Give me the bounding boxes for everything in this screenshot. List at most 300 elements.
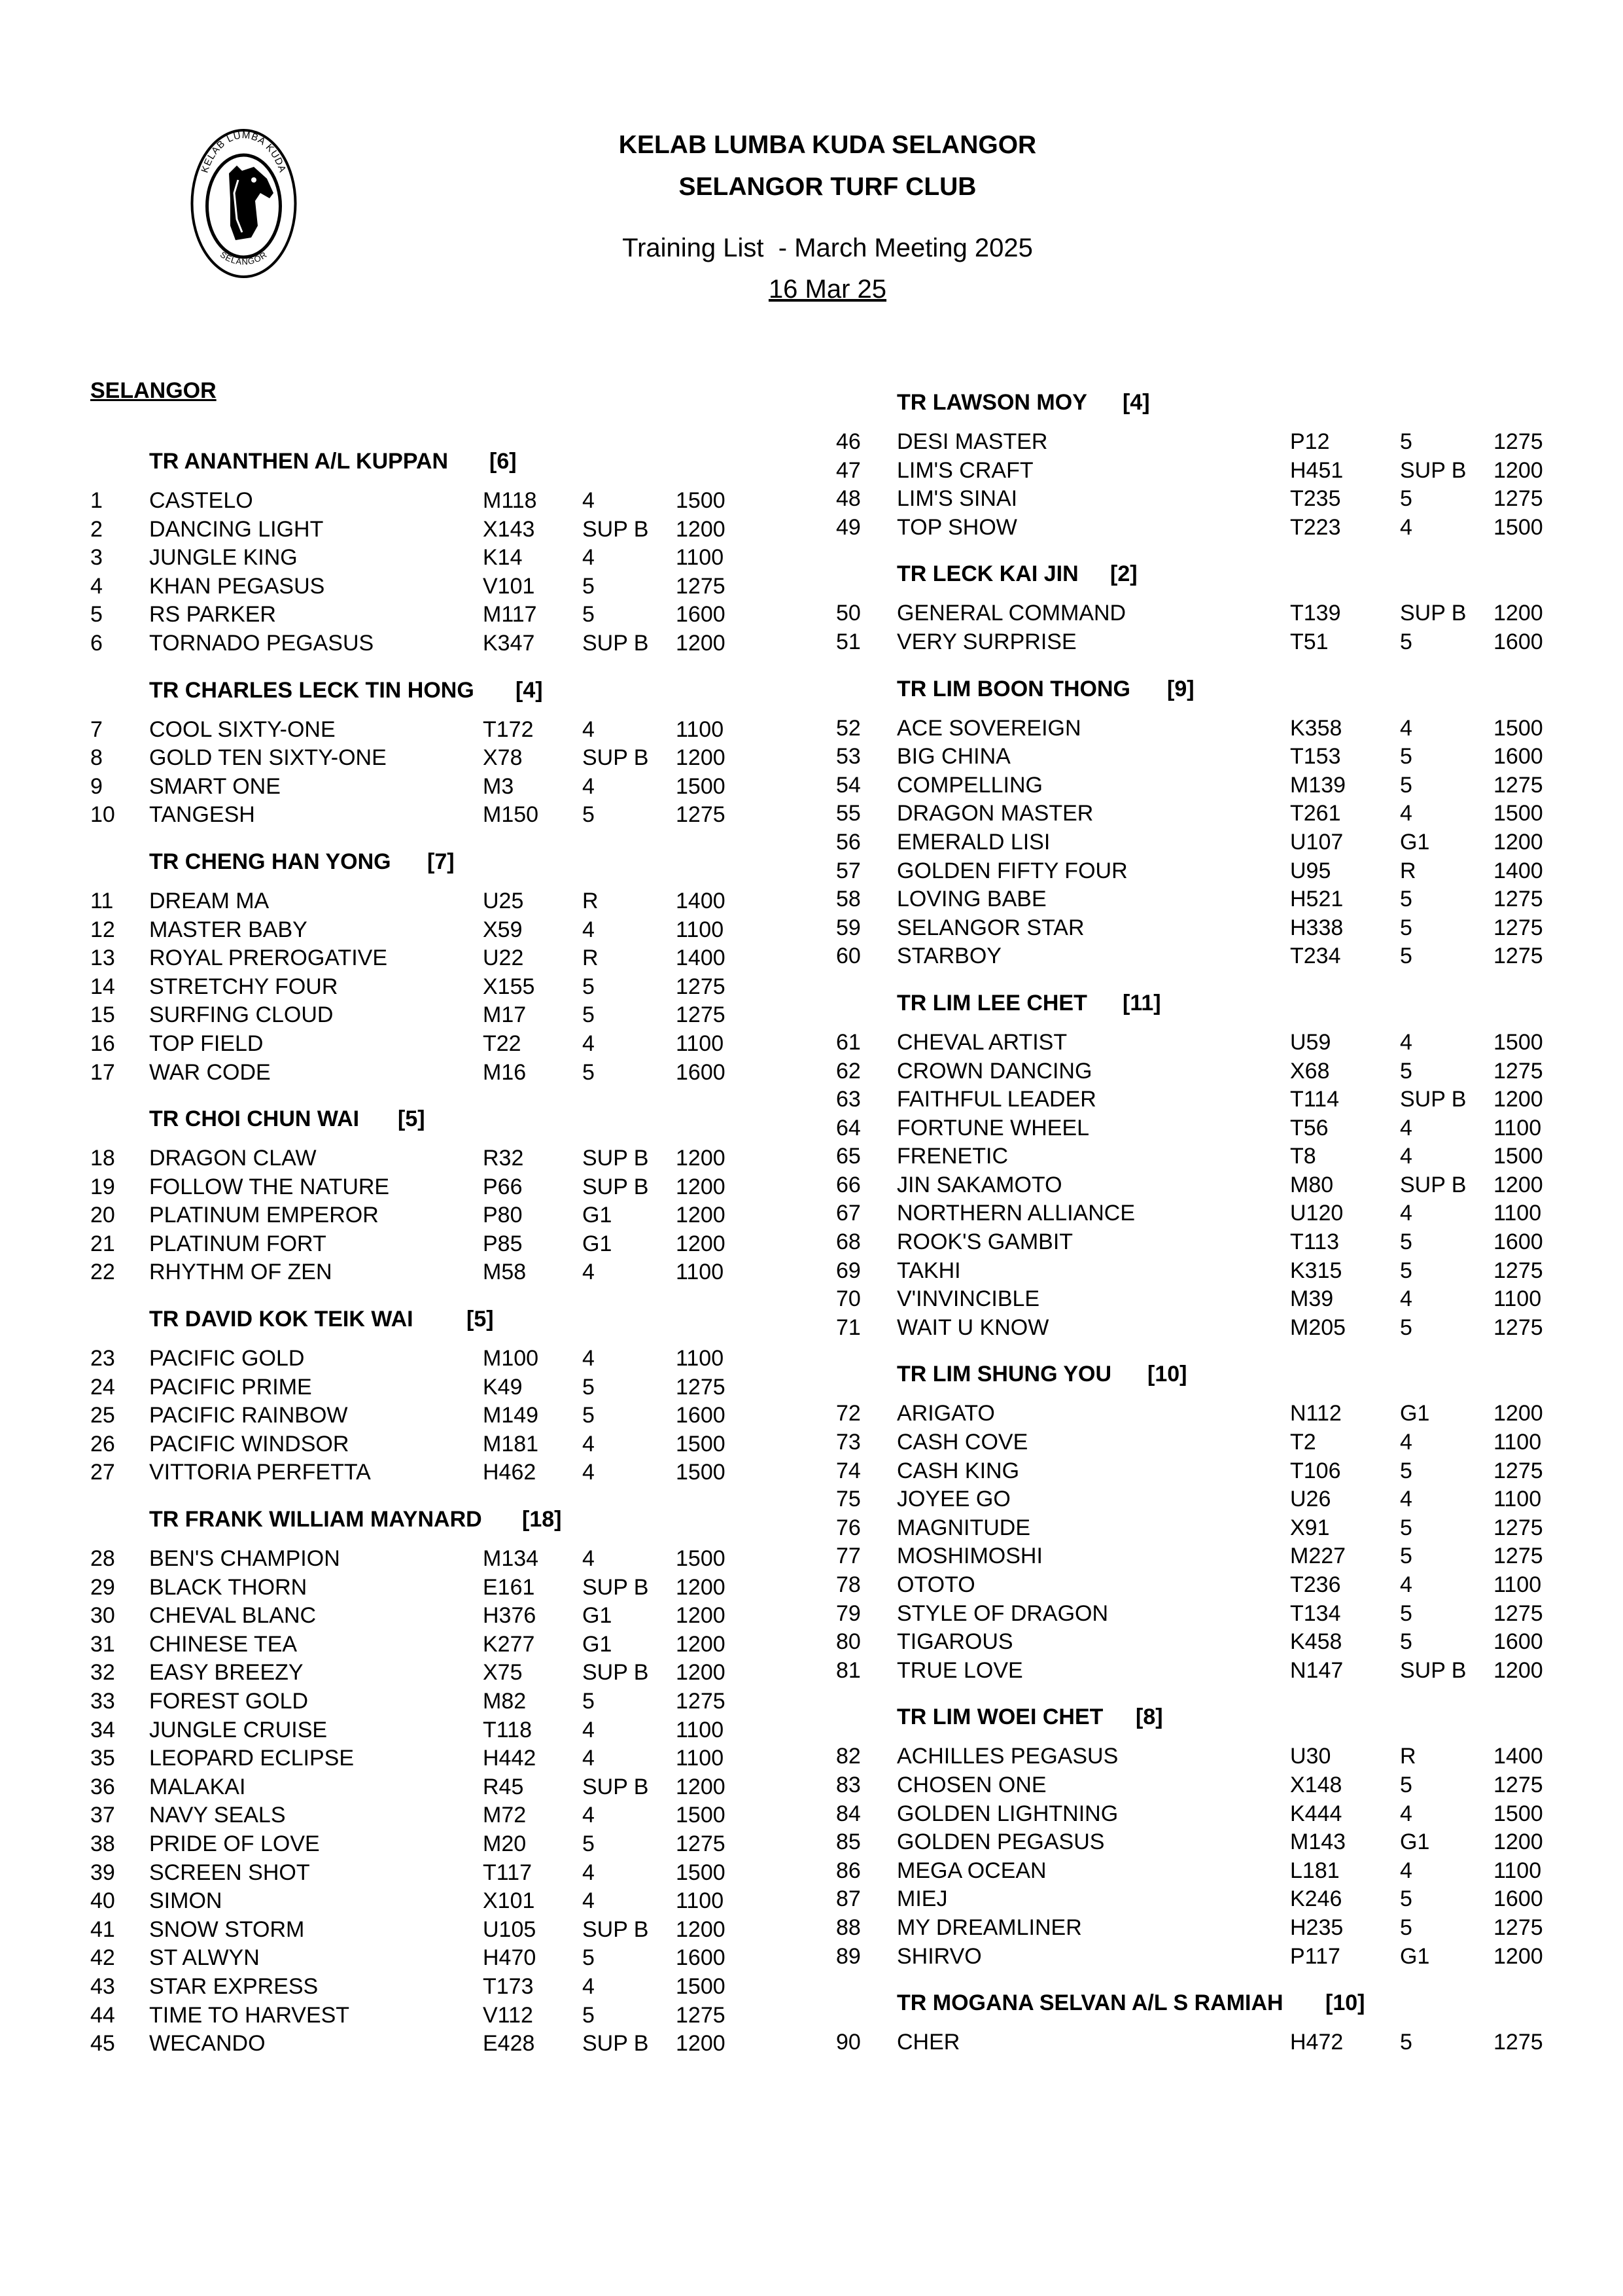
horse-class: 4: [1400, 1029, 1412, 1055]
horse-name: TANGESH: [149, 802, 255, 828]
horse-row: [0, 744, 1623, 773]
horse-name: ACHILLES PEGASUS: [897, 1744, 1119, 1769]
horse-distance: 1500: [1493, 801, 1543, 826]
horse-distance: 1500: [676, 1973, 725, 1999]
horse-code: T236: [1290, 1572, 1341, 1597]
horse-row: [0, 1629, 1623, 1658]
horse-class: 4: [1400, 1487, 1412, 1512]
horse-distance: 1200: [676, 1574, 725, 1600]
horse-distance: 1275: [1493, 887, 1543, 912]
horse-number: 52: [836, 715, 861, 741]
horse-number: 18: [90, 1146, 115, 1171]
horse-row: [0, 1858, 1623, 1887]
horse-number: 90: [836, 2030, 861, 2055]
horse-name: TOP FIELD: [149, 1031, 264, 1056]
horse-number: 77: [836, 1544, 861, 1569]
horse-class: 4: [582, 773, 595, 799]
horse-name: WAR CODE: [149, 1059, 271, 1085]
horse-distance: 1200: [676, 1203, 725, 1228]
horse-code: X78: [483, 745, 523, 771]
horse-name: ACE SOVEREIGN: [897, 715, 1081, 741]
horse-code: K277: [483, 1631, 535, 1657]
horse-distance: 1500: [676, 1860, 725, 1885]
trainer-heading: [0, 987, 1623, 1030]
horse-number: 73: [836, 1430, 861, 1455]
horse-class: 4: [582, 1860, 595, 1885]
horse-class: 5: [1400, 1629, 1412, 1655]
horse-class: 4: [1400, 1801, 1412, 1826]
horse-class: SUP B: [582, 1174, 649, 1199]
horse-code: M139: [1290, 772, 1346, 798]
horse-row: [0, 1030, 1623, 1059]
horse-name: V'INVINCIBLE: [897, 1286, 1040, 1312]
trainer-name: TR CHENG HAN YONG: [149, 849, 391, 874]
horse-number: 6: [90, 630, 103, 656]
horse-name: PLATINUM FORT: [149, 1231, 326, 1256]
horse-number: 58: [836, 887, 861, 912]
horse-distance: 1275: [1493, 1458, 1543, 1483]
horse-code: P80: [483, 1203, 523, 1228]
horse-row: [0, 429, 1623, 458]
horse-code: K49: [483, 1374, 523, 1400]
horse-code: L181: [1290, 1858, 1340, 1883]
horse-number: 5: [90, 602, 103, 627]
horse-code: P85: [483, 1231, 523, 1256]
horse-distance: 1200: [676, 1916, 725, 1942]
horse-class: SUP B: [582, 745, 649, 771]
horse-code: M20: [483, 1831, 527, 1856]
horse-distance: 1200: [676, 1774, 725, 1799]
horse-number: 38: [90, 1831, 115, 1856]
horse-row: [0, 629, 1623, 658]
horse-distance: 1100: [1493, 1201, 1542, 1226]
horse-distance: 1200: [1493, 829, 1543, 855]
horse-name: ROYAL PREROGATIVE: [149, 945, 388, 971]
horse-distance: 1200: [1493, 1657, 1543, 1683]
horse-row: [0, 1286, 1623, 1315]
horse-name: DREAM MA: [149, 888, 270, 913]
trainer-horse-count: [9]: [1167, 676, 1195, 701]
horse-class: 5: [1400, 887, 1412, 912]
horse-code: M16: [483, 1059, 527, 1085]
horse-class: 5: [1400, 1600, 1412, 1626]
horse-number: 14: [90, 974, 115, 999]
right-column: [0, 386, 1623, 2058]
horse-name: VITTORIA PERFETTA: [149, 1460, 371, 1485]
horse-code: M227: [1290, 1544, 1346, 1569]
horse-number: 84: [836, 1801, 861, 1826]
horse-row: [0, 1515, 1623, 1544]
horse-name: SCREEN SHOT: [149, 1860, 310, 1885]
horse-distance: 1100: [676, 1346, 724, 1371]
horse-row: [0, 1430, 1623, 1458]
horse-class: 5: [1400, 429, 1412, 454]
horse-number: 13: [90, 945, 115, 971]
horse-distance: 1500: [676, 1803, 725, 1828]
trainer-name: TR MOGANA SELVAN A/L S RAMIAH: [897, 1990, 1283, 2016]
horse-class: 5: [582, 2002, 595, 2028]
horse-code: T117: [483, 1860, 532, 1885]
horse-row: [0, 1744, 1623, 1773]
horse-number: 40: [90, 1888, 115, 1914]
horse-number: 46: [836, 429, 861, 454]
horse-code: N112: [1290, 1401, 1342, 1426]
horse-distance: 1100: [676, 917, 724, 942]
horse-distance: 1275: [1493, 944, 1543, 969]
horse-class: R: [1400, 1744, 1416, 1769]
horse-name: COMPELLING: [897, 772, 1043, 798]
horse-class: 5: [582, 1831, 595, 1856]
horse-name: STAR EXPRESS: [149, 1973, 319, 1999]
horse-number: 8: [90, 745, 103, 771]
horse-distance: 1200: [1493, 1172, 1543, 1197]
section-gap: [0, 543, 1623, 557]
horse-code: T51: [1290, 629, 1329, 654]
horse-distance: 1600: [676, 1945, 725, 1971]
horse-row: [0, 515, 1623, 544]
horse-distance: 1100: [676, 1717, 724, 1742]
horse-distance: 1200: [676, 1146, 725, 1171]
horse-code: H235: [1290, 1915, 1344, 1940]
horse-row: [0, 1915, 1623, 1944]
horse-row: [0, 458, 1623, 487]
horse-row: [0, 1658, 1623, 1687]
horse-number: 76: [836, 1515, 861, 1540]
horse-name: LOVING BABE: [897, 887, 1047, 912]
horse-code: U120: [1290, 1201, 1344, 1226]
horse-code: M72: [483, 1803, 527, 1828]
horse-class: 5: [582, 974, 595, 999]
horse-code: T114: [1290, 1087, 1339, 1112]
section-gap: [0, 1972, 1623, 1987]
trainer-horse-count: [4]: [515, 677, 543, 703]
horse-row: [0, 1544, 1623, 1572]
horse-name: DANCING LIGHT: [149, 516, 324, 542]
horse-row: [0, 801, 1623, 830]
horse-number: 42: [90, 1945, 115, 1971]
horse-distance: 1100: [1493, 1858, 1542, 1883]
horse-code: M181: [483, 1431, 539, 1457]
horse-class: 5: [1400, 2030, 1412, 2055]
horse-number: 30: [90, 1603, 115, 1629]
horse-number: 63: [836, 1087, 861, 1112]
horse-distance: 1500: [676, 1460, 725, 1485]
horse-distance: 1275: [1493, 1600, 1543, 1626]
horse-name: ST ALWYN: [149, 1945, 260, 1971]
horse-distance: 1275: [676, 1831, 725, 1856]
horse-name: KHAN PEGASUS: [149, 573, 325, 599]
trainer-name: TR CHARLES LECK TIN HONG: [149, 677, 474, 703]
horse-name: WECANDO: [149, 2031, 266, 2057]
horse-number: 75: [836, 1487, 861, 1512]
horse-name: VERY SURPRISE: [897, 629, 1077, 654]
horse-row: [0, 858, 1623, 887]
horse-row: [0, 1116, 1623, 1144]
horse-name: GENERAL COMMAND: [897, 601, 1126, 626]
horse-code: T153: [1290, 744, 1341, 769]
horse-number: 39: [90, 1860, 115, 1885]
trainer-horse-count: [7]: [427, 849, 455, 874]
horse-number: 33: [90, 1689, 115, 1714]
club-name-english: SELANGOR TURF CLUB: [678, 173, 977, 201]
document-date-wrapper: [576, 275, 1079, 304]
horse-class: 5: [1400, 1515, 1412, 1540]
horse-code: M149: [483, 1403, 539, 1428]
trainer-heading: [0, 1358, 1623, 1401]
horse-class: 4: [582, 1546, 595, 1572]
horse-name: FAITHFUL LEADER: [897, 1087, 1096, 1112]
horse-number: 50: [836, 601, 861, 626]
horse-code: V101: [483, 573, 535, 599]
horse-number: 62: [836, 1058, 861, 1084]
horse-name: CASTELO: [149, 488, 253, 513]
horse-distance: 1100: [676, 1746, 724, 1771]
horse-code: U25: [483, 888, 524, 913]
horse-row: [0, 887, 1623, 915]
section-gap: [0, 972, 1623, 987]
horse-distance: 1275: [1493, 1258, 1543, 1283]
horse-code: U107: [1290, 829, 1344, 855]
horse-row: [0, 915, 1623, 944]
horse-name: JIN SAKAMOTO: [897, 1172, 1062, 1197]
horse-class: R: [1400, 858, 1416, 883]
horse-distance: 1100: [676, 716, 724, 742]
document-title: Training List - March Meeting 2025: [622, 234, 1033, 262]
horse-class: SUP B: [1400, 601, 1467, 626]
horse-name: STYLE OF DRAGON: [897, 1600, 1109, 1626]
horse-code: U105: [483, 1916, 536, 1942]
horse-number: 1: [90, 488, 103, 513]
horse-distance: 1200: [676, 630, 725, 656]
horse-class: 5: [1400, 915, 1412, 940]
horse-code: M82: [483, 1689, 527, 1714]
horse-number: 57: [836, 858, 861, 883]
horse-number: 72: [836, 1401, 861, 1426]
horse-name: SNOW STORM: [149, 1916, 305, 1942]
horse-class: 4: [1400, 1115, 1412, 1140]
horse-distance: 1500: [676, 488, 725, 513]
horse-class: SUP B: [582, 1660, 649, 1686]
horse-name: WAIT U KNOW: [897, 1315, 1049, 1340]
horse-name: GOLD TEN SIXTY-ONE: [149, 745, 387, 771]
trainer-horse-count: [2]: [1110, 561, 1138, 587]
horse-number: 85: [836, 1829, 861, 1855]
horse-code: P117: [1290, 1943, 1340, 1969]
horse-distance: 1100: [1493, 1430, 1542, 1455]
trainer-heading: [0, 1701, 1623, 1744]
horse-row: [0, 1601, 1623, 1630]
horse-distance: 1400: [676, 888, 725, 913]
horse-code: U26: [1290, 1487, 1331, 1512]
horse-code: T106: [1290, 1458, 1341, 1483]
logo-text-top: KELAB LUMBA KUDA: [199, 129, 288, 175]
trainer-name: TR CHOI CHUN WAI: [149, 1106, 360, 1132]
horse-number: 64: [836, 1115, 861, 1140]
horse-distance: 1200: [676, 1231, 725, 1256]
horse-code: M100: [483, 1346, 539, 1371]
trainer-horse-count: [10]: [1325, 1990, 1365, 2016]
horse-distance: 1600: [1493, 1629, 1543, 1655]
horse-number: 11: [90, 888, 114, 913]
horse-number: 37: [90, 1803, 115, 1828]
horse-name: JUNGLE KING: [149, 545, 298, 571]
horse-name: OTOTO: [897, 1572, 975, 1597]
horse-number: 59: [836, 915, 861, 940]
horse-distance: 1600: [676, 602, 725, 627]
horse-code: X155: [483, 974, 535, 999]
horse-distance: 1275: [676, 974, 725, 999]
horse-name: FOLLOW THE NATURE: [149, 1174, 390, 1199]
horse-number: 55: [836, 801, 861, 826]
horse-distance: 1275: [676, 1689, 725, 1714]
horse-class: 4: [1400, 514, 1412, 540]
horse-code: P66: [483, 1174, 523, 1199]
horse-number: 48: [836, 486, 861, 512]
horse-name: BIG CHINA: [897, 744, 1011, 769]
horse-class: 5: [1400, 1915, 1412, 1940]
trainer-name: TR LIM SHUNG YOU: [897, 1362, 1112, 1387]
horse-distance: 1500: [676, 1546, 725, 1572]
horse-number: 31: [90, 1631, 115, 1657]
horse-name: PACIFIC PRIME: [149, 1374, 312, 1400]
horse-number: 67: [836, 1201, 861, 1226]
horse-class: 5: [1400, 1886, 1412, 1912]
horse-class: 5: [582, 1689, 595, 1714]
horse-name: CASH KING: [897, 1458, 1020, 1483]
horse-code: E428: [483, 2031, 535, 2057]
horse-name: EMERALD LISI: [897, 829, 1051, 855]
trainer-name: TR LIM WOEI CHET: [897, 1704, 1104, 1730]
horse-code: H451: [1290, 457, 1344, 483]
horse-code: X101: [483, 1888, 535, 1914]
horse-name: TIME TO HARVEST: [149, 2002, 350, 2028]
horse-number: 20: [90, 1203, 115, 1228]
horse-code: X148: [1290, 1772, 1342, 1797]
horse-code: K246: [1290, 1886, 1342, 1912]
horse-distance: 1400: [676, 945, 725, 971]
horse-number: 49: [836, 514, 861, 540]
horse-distance: 1275: [1493, 1544, 1543, 1569]
horse-class: 4: [1400, 715, 1412, 741]
horse-distance: 1500: [1493, 715, 1543, 741]
horse-name: JUNGLE CRUISE: [149, 1717, 328, 1742]
trainer-name: TR LECK KAI JIN: [897, 561, 1079, 587]
document-date: 16 Mar 25: [768, 275, 887, 304]
horse-class: SUP B: [1400, 1087, 1467, 1112]
horse-code: M150: [483, 802, 539, 828]
horse-class: 5: [582, 1002, 595, 1028]
trainer-horse-count: [4]: [1123, 390, 1150, 415]
horse-name: LIM'S SINAI: [897, 486, 1018, 512]
horse-number: 68: [836, 1229, 861, 1255]
horse-number: 12: [90, 917, 115, 942]
region-heading: SELANGOR: [90, 378, 217, 403]
horse-code: R45: [483, 1774, 524, 1799]
horse-code: M205: [1290, 1315, 1346, 1340]
horse-code: R32: [483, 1146, 524, 1171]
horse-row: [0, 1315, 1623, 1344]
horse-class: 4: [1400, 1144, 1412, 1169]
horse-code: H521: [1290, 887, 1344, 912]
horse-number: 54: [836, 772, 861, 798]
horse-name: MIEJ: [897, 1886, 948, 1912]
horse-number: 7: [90, 716, 103, 742]
horse-distance: 1200: [676, 745, 725, 771]
horse-row: [0, 1773, 1623, 1801]
horse-number: 70: [836, 1286, 861, 1312]
horse-number: 69: [836, 1258, 861, 1283]
horse-code: T235: [1290, 486, 1341, 512]
trainer-name: TR LAWSON MOY: [897, 390, 1087, 415]
horse-row: [0, 1801, 1623, 1830]
horse-class: G1: [1400, 1943, 1430, 1969]
horse-name: TRUE LOVE: [897, 1657, 1023, 1683]
horse-number: 16: [90, 1031, 115, 1056]
trainer-heading: [0, 673, 1623, 716]
horse-number: 43: [90, 1973, 115, 1999]
horse-row: [0, 716, 1623, 745]
horse-number: 74: [836, 1458, 861, 1483]
horse-number: 82: [836, 1744, 861, 1769]
horse-name: DESI MASTER: [897, 429, 1048, 454]
horse-name: NAVY SEALS: [149, 1803, 286, 1828]
horse-number: 34: [90, 1717, 115, 1742]
horse-distance: 1200: [676, 1631, 725, 1657]
horse-row: [0, 1059, 1623, 1087]
horse-class: 5: [582, 573, 595, 599]
horse-distance: 1100: [1493, 1286, 1542, 1312]
horse-row: [0, 1258, 1623, 1287]
horse-code: X59: [483, 917, 523, 942]
horse-distance: 1200: [1493, 1401, 1543, 1426]
trainer-heading: [0, 1987, 1623, 2030]
horse-number: 36: [90, 1774, 115, 1799]
horse-distance: 1200: [1493, 601, 1543, 626]
horse-class: 4: [1400, 801, 1412, 826]
horse-code: K347: [483, 630, 535, 656]
horse-class: SUP B: [582, 1574, 649, 1600]
horse-class: 5: [1400, 1458, 1412, 1483]
horse-distance: 1200: [676, 2031, 725, 2057]
horse-row: [0, 1829, 1623, 1858]
horse-code: K444: [1290, 1801, 1342, 1826]
horse-name: GOLDEN FIFTY FOUR: [897, 858, 1128, 883]
horse-distance: 1275: [1493, 1315, 1543, 1340]
horse-class: 4: [582, 1031, 595, 1056]
horse-number: 45: [90, 2031, 115, 2057]
horse-distance: 1600: [676, 1059, 725, 1085]
horse-distance: 1275: [676, 573, 725, 599]
trainer-horse-count: [6]: [489, 449, 517, 474]
horse-number: 86: [836, 1858, 861, 1883]
horse-class: SUP B: [582, 1146, 649, 1171]
horse-name: FOREST GOLD: [149, 1689, 309, 1714]
horse-row: [0, 601, 1623, 629]
horse-number: 21: [90, 1231, 115, 1256]
horse-class: 5: [1400, 772, 1412, 798]
horse-number: 24: [90, 1374, 115, 1400]
horse-code: T172: [483, 716, 534, 742]
horse-distance: 1275: [676, 1002, 725, 1028]
horse-code: X143: [483, 516, 535, 542]
horse-code: H442: [483, 1746, 536, 1771]
horse-row: [0, 1401, 1623, 1430]
horse-code: T134: [1290, 1600, 1341, 1626]
horse-distance: 1600: [1493, 629, 1543, 654]
horse-name: SURFING CLOUD: [149, 1002, 334, 1028]
horse-distance: 1200: [676, 1660, 725, 1686]
horse-code: T8: [1290, 1144, 1316, 1169]
